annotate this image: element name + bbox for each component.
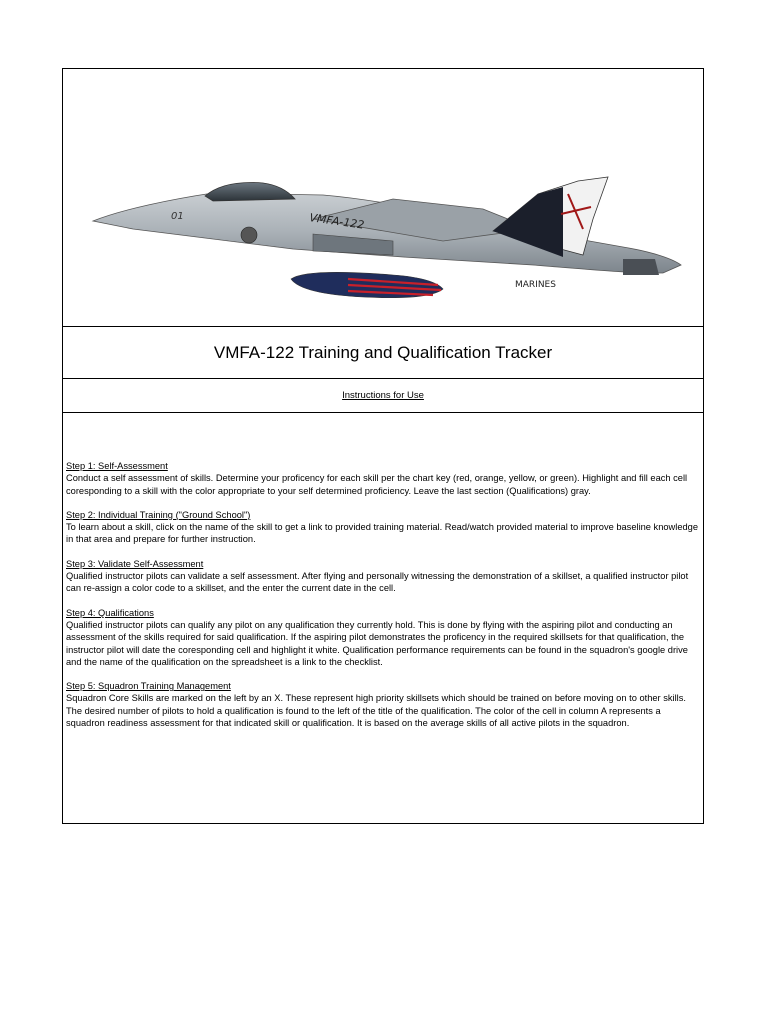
- aircraft-image-cell: [63, 69, 703, 327]
- fuselage-marking-text: MARINES: [515, 280, 556, 290]
- step-heading: Step 1: Self-Assessment: [66, 461, 168, 471]
- step-text: Qualified instructor pilots can validate a self assessment. After flying and personally witnessing the demonstration of a skillset, a qualified instructor pilot can re-assign a color code to a skillset, and the enter the current date in the cell.: [66, 571, 689, 594]
- step-heading: Step 4: Qualifications: [66, 607, 154, 618]
- aircraft-image: [63, 69, 703, 327]
- step-heading: Step 2: Individual Training ("Ground School"): [66, 509, 251, 520]
- step-text: Qualified instructor pilots can qualify any pilot on any qualification they currently hold. This is done by flying with the aspiring pilot and conducting an assessment of the skills required for said qualification. If the aspiring pilot demonstrates the proficency in the required skillsets for that qualification, the instructor pilot will date the coresponding cell and highlight it white. Qualification performance requirements can be found in the squadron's google drive and the name of the qualification on the spreadsheet is a link to the checklist.: [66, 619, 688, 667]
- page-title: VMFA-122 Training and Qualification Tracker: [63, 327, 703, 379]
- step-2: [66, 509, 700, 546]
- step-text: Squadron Core Skills are marked on the left by an X. These represent high priority skillsets which should be trained on before moving on to other skills. The desired number of pilots to hold a qualification is found to the left of the title of the qualification. The color of the cell in column A represents a squadron readiness assessment for that indicated skill or qualification. It is based on the average skills of all active pilots in the squadron.: [66, 693, 686, 729]
- step-text: To learn about a skill, click on the name of the skill to get a link to provided training material. Read/watch provided material to improve baseline knowledge in that area and prepare for further instruction.: [66, 522, 699, 545]
- step-1: [66, 460, 700, 497]
- nose-number-text: 01: [171, 211, 184, 222]
- step-5: [66, 680, 700, 729]
- step-heading: Step 3: Validate Self-Assessment: [66, 558, 204, 569]
- nozzle-shape: [623, 259, 659, 275]
- canopy-shape: [205, 183, 295, 201]
- step-4: [66, 607, 700, 668]
- instructions-body: [63, 413, 703, 823]
- tail-marking-text: VMFA-122: [308, 211, 366, 232]
- spreadsheet-page: [62, 68, 704, 824]
- insignia-shape: [241, 227, 257, 243]
- step-heading: Step 5: Squadron Training Management: [66, 681, 231, 692]
- step-3: [66, 558, 700, 595]
- instructions-label: Instructions for Use: [63, 379, 703, 413]
- step-text: Conduct a self assessment of skills. Determine your proficency for each skill per the chart key (red, orange, yellow, or green). Highlight and fill each cell coresponding to a skill with the color appropriate to your self determined proficiency. Leave the last section (Qualifications) gray.: [66, 473, 688, 496]
